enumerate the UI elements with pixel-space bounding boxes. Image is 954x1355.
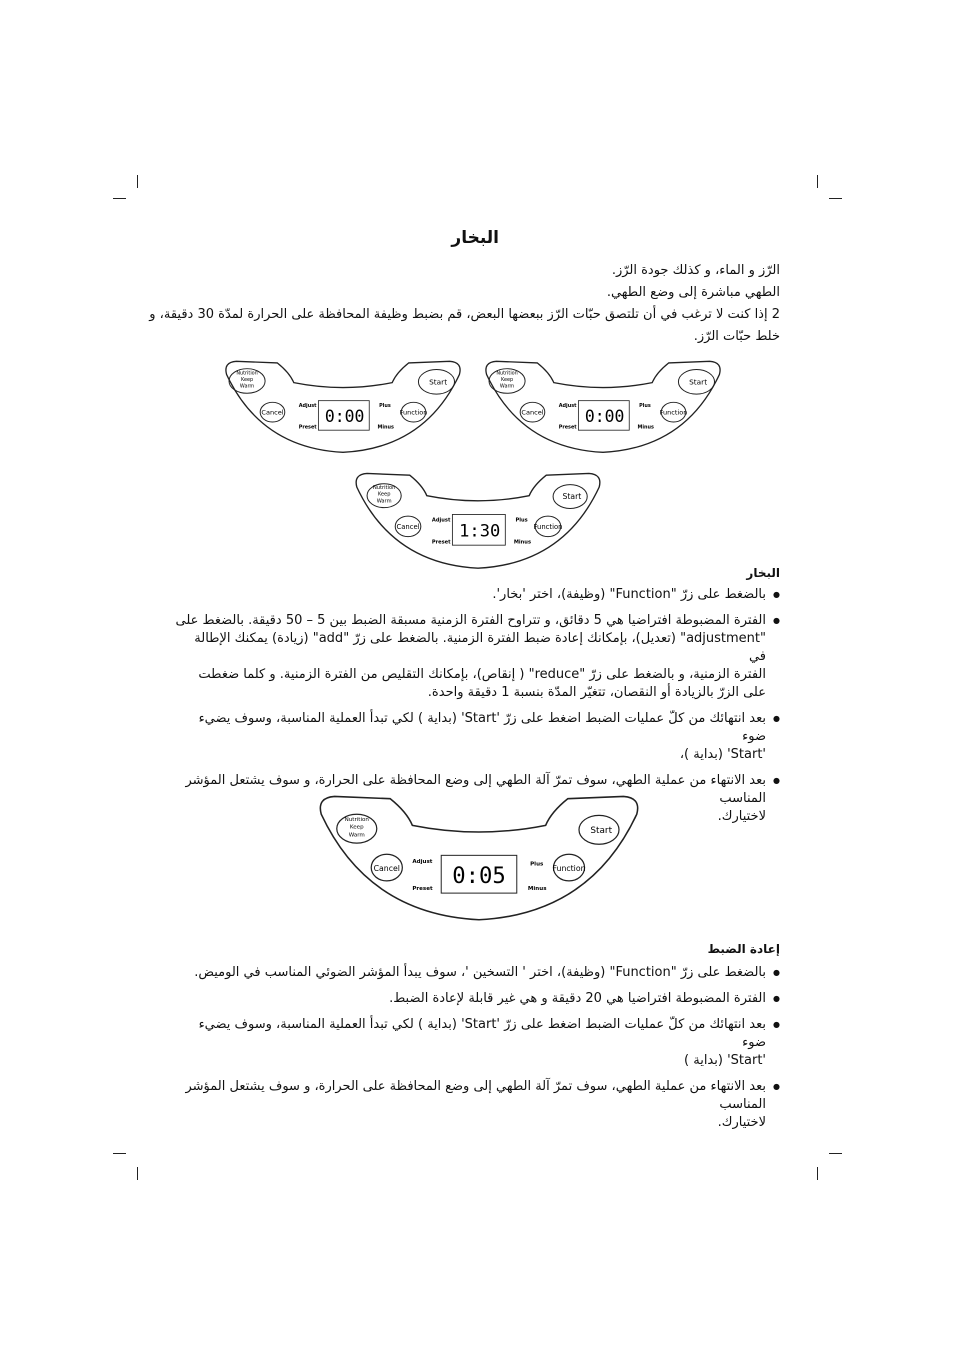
function-label: Function [659, 408, 688, 417]
nutrition-label: Nutrition [344, 816, 369, 823]
intro-line: الرّز و الماء، و كذلك جودة الرّز. [611, 263, 780, 278]
warm-label: Warm [499, 383, 515, 390]
nutrition-label: Nutrition [236, 370, 258, 377]
start-label: Start [689, 377, 708, 387]
function-label: Function [399, 408, 428, 417]
intro-line: 2 إذا كنت لا ترغب في أن تلتصق حبّات الرّز ببعضها البعض، قم بضبط وظيفة المحافظة على الحرارة لمدّة 30 دقيقة، و [149, 307, 780, 322]
list-item: ● بعد انتهائك من كلّ عمليات الضبط اضغط على زرّ 'Start' (بداية ) لكي تبدأ العملية المناسبة، وسوف يضيء ضوء 'Start' (بداية )، [174, 710, 780, 764]
cancel-label: Cancel [373, 863, 400, 873]
adjust-label: Adjust [431, 517, 451, 524]
preset-label: Preset [412, 885, 433, 892]
list-item: ● بعد الانتهاء من عملية الطهي، سوف تمرّ آلة الطهي إلى وضع المحافظة على الحرارة، و سوف يشتعل المؤشر المناسب لاختيارك. [174, 772, 780, 826]
nutrition-label: Nutrition [372, 484, 396, 491]
keep-label: Keep [349, 824, 364, 831]
adjust-label: Adjust [298, 403, 317, 410]
control-panel-drawing [310, 792, 648, 922]
section-heading: إعادة الضبط [707, 942, 780, 956]
adjust-label: Adjust [558, 403, 577, 410]
lcd-time: 0:00 [584, 406, 625, 426]
list-item: ● الفترة المضبوطة افتراضيا هي 5 دقائق، و تتراوح الفترة الزمنية مسبقة الضبط بين 5 – 50 دقيقة. بالضغط على "adjustment" (تعديل)، بإمكانك إعادة ضبط الفترة الزمنية. بالضغط على زرّ "add" (زيادة) يمكنك الإطالة في الفترة الزمنية، و بالضغط على زرّ "reduce" ( إنقاص)، بإمكانك التقليص من الفترة الزمنية. و كلما ضغطت على الزرّ بالزيادة أو النقصان، تتغيّر المدّة بنسبة 1 دقيقة واحدة. [174, 612, 780, 702]
plus-label: Plus [515, 517, 528, 524]
section-heading: البخار [746, 566, 780, 580]
start-label: Start [590, 826, 613, 837]
lcd-time: 0:00 [324, 406, 365, 426]
keep-label: Keep [377, 491, 391, 498]
crop-mark [817, 175, 818, 188]
warm-label: Warm [376, 498, 392, 505]
function-label: Function [552, 863, 586, 873]
control-panel-d [310, 792, 648, 922]
page-title: البخار [451, 228, 499, 248]
minus-label: Minus [377, 424, 394, 431]
intro-line: خلط حبّات الرّز. [693, 329, 780, 344]
start-label: Start [562, 492, 582, 502]
function-label: Function [533, 522, 563, 531]
keep-label: Keep [240, 376, 254, 383]
cancel-label: Cancel [396, 522, 420, 531]
control-panel-b [480, 358, 726, 454]
crop-mark [113, 1153, 126, 1154]
plus-label: Plus [530, 861, 544, 868]
adjust-label: Adjust [412, 859, 433, 866]
crop-mark [113, 198, 126, 199]
lcd-time: 0:05 [452, 863, 506, 890]
list-item: ● بالضغط على زرّ "Function" (وظيفة)، اختر ' التسخين '، سوف يبدأ المؤشر الضوئي المناسب في الوميض. [174, 964, 780, 982]
cancel-label: Cancel [521, 408, 544, 417]
list-item: ● بعد الانتهاء من عملية الطهي، سوف تمرّ آلة الطهي إلى وضع المحافظة على الحرارة، و سوف يشتعل المؤشر المناسب لاختيارك. [174, 1078, 780, 1132]
control-panel-drawing [350, 470, 606, 570]
control-panel-drawing [220, 358, 466, 454]
cancel-label: Cancel [261, 408, 284, 417]
control-panel-c [350, 470, 606, 570]
warm-label: Warm [239, 383, 255, 390]
list-item: ● بعد انتهائك من كلّ عمليات الضبط اضغط على زرّ 'Start' (بداية ) لكي تبدأ العملية المناسبة، وسوف يضيء ضوء 'Start' (بداية ) [174, 1016, 780, 1070]
crop-mark [829, 1153, 842, 1154]
crop-mark [137, 175, 138, 188]
list-item: ● الفترة المضبوطة افتراضيا هي 20 دقيقة و هي غير قابلة لإعادة الضبط. [174, 990, 780, 1008]
lcd-time: 1:30 [459, 521, 501, 542]
reheat-section [174, 942, 780, 1140]
minus-label: Minus [637, 424, 654, 431]
intro-line: الطهي مباشرة إلى وضع الطهي. [606, 285, 780, 300]
crop-mark [829, 198, 842, 199]
minus-label: Minus [527, 885, 547, 892]
crop-mark [137, 1167, 138, 1180]
start-label: Start [429, 377, 448, 387]
crop-mark [817, 1167, 818, 1180]
minus-label: Minus [513, 539, 531, 546]
plus-label: Plus [379, 403, 391, 410]
warm-label: Warm [348, 832, 365, 839]
intro-text [149, 260, 780, 348]
control-panel-drawing [480, 358, 726, 454]
plus-label: Plus [639, 403, 651, 410]
list-item: ● بالضغط على زرّ "Function" (وظيفة)، اختر 'بخار'. [174, 586, 780, 604]
keep-label: Keep [500, 376, 514, 383]
nutrition-label: Nutrition [496, 370, 518, 377]
preset-label: Preset [558, 424, 577, 431]
preset-label: Preset [431, 539, 451, 546]
control-panel-a [220, 358, 466, 454]
preset-label: Preset [298, 424, 317, 431]
